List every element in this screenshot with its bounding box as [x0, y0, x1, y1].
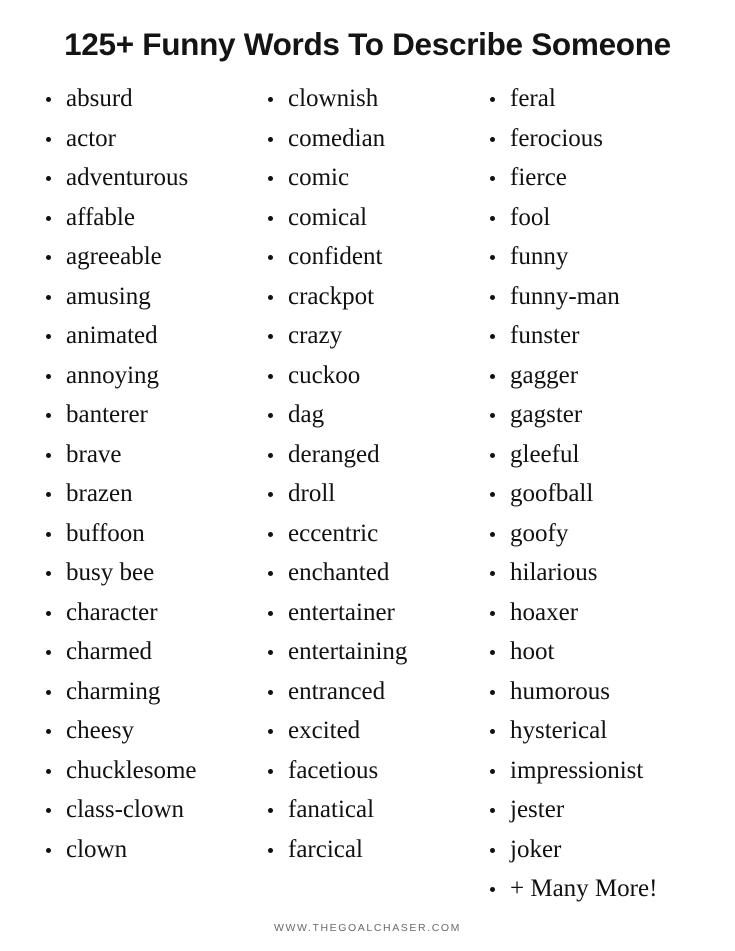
list-item: crazy: [258, 316, 480, 356]
list-item: clown: [36, 830, 258, 870]
site-url-footer: WWW.THEGOALCHASER.COM: [273, 922, 462, 934]
list-item: joker: [480, 830, 702, 870]
list-item: funny: [480, 237, 702, 277]
list-item: deranged: [258, 435, 480, 475]
list-item: eccentric: [258, 514, 480, 554]
list-item: absurd: [36, 79, 258, 119]
list-item: entertainer: [258, 593, 480, 633]
list-item: humorous: [480, 672, 702, 712]
list-item: goofy: [480, 514, 702, 554]
list-item: class-clown: [36, 790, 258, 830]
list-item: clownish: [258, 79, 480, 119]
word-list-3: [480, 79, 702, 909]
list-item: fierce: [480, 158, 702, 198]
list-item: brave: [36, 435, 258, 475]
list-item: brazen: [36, 474, 258, 514]
list-item: entranced: [258, 672, 480, 712]
list-item: animated: [36, 316, 258, 356]
list-item: hoot: [480, 632, 702, 672]
word-list-1: [36, 79, 258, 869]
list-item: entertaining: [258, 632, 480, 672]
list-item: cuckoo: [258, 356, 480, 396]
list-item: adventurous: [36, 158, 258, 198]
list-item: character: [36, 593, 258, 633]
list-item: impressionist: [480, 751, 702, 791]
list-item: hilarious: [480, 553, 702, 593]
list-item: jester: [480, 790, 702, 830]
list-item: busy bee: [36, 553, 258, 593]
list-item: gleeful: [480, 435, 702, 475]
list-item: annoying: [36, 356, 258, 396]
list-item: actor: [36, 119, 258, 159]
list-item: agreeable: [36, 237, 258, 277]
list-item: fanatical: [258, 790, 480, 830]
word-list-2: [258, 79, 480, 869]
word-column-3: [480, 79, 702, 909]
list-item: affable: [36, 198, 258, 238]
list-item: gagger: [480, 356, 702, 396]
list-item-many-more: + Many More!: [480, 869, 702, 909]
list-item: funny-man: [480, 277, 702, 317]
list-item: comedian: [258, 119, 480, 159]
list-item: comic: [258, 158, 480, 198]
list-item: enchanted: [258, 553, 480, 593]
word-column-2: [258, 79, 480, 869]
list-item: gagster: [480, 395, 702, 435]
list-item: dag: [258, 395, 480, 435]
word-columns: [18, 79, 717, 909]
list-item: hoaxer: [480, 593, 702, 633]
word-column-1: [36, 79, 258, 869]
list-item: droll: [258, 474, 480, 514]
list-item: farcical: [258, 830, 480, 870]
list-item: buffoon: [36, 514, 258, 554]
list-item: cheesy: [36, 711, 258, 751]
list-item: hysterical: [480, 711, 702, 751]
list-item: chucklesome: [36, 751, 258, 791]
list-item: fool: [480, 198, 702, 238]
list-item: facetious: [258, 751, 480, 791]
list-item: comical: [258, 198, 480, 238]
list-item: excited: [258, 711, 480, 751]
list-item: confident: [258, 237, 480, 277]
page-title: 125+ Funny Words To Describe Someone: [64, 26, 671, 62]
list-item: crackpot: [258, 277, 480, 317]
list-item: charming: [36, 672, 258, 712]
list-item: ferocious: [480, 119, 702, 159]
list-item: charmed: [36, 632, 258, 672]
list-item: banterer: [36, 395, 258, 435]
list-item: amusing: [36, 277, 258, 317]
list-item: goofball: [480, 474, 702, 514]
list-item: feral: [480, 79, 702, 119]
list-item: funster: [480, 316, 702, 356]
